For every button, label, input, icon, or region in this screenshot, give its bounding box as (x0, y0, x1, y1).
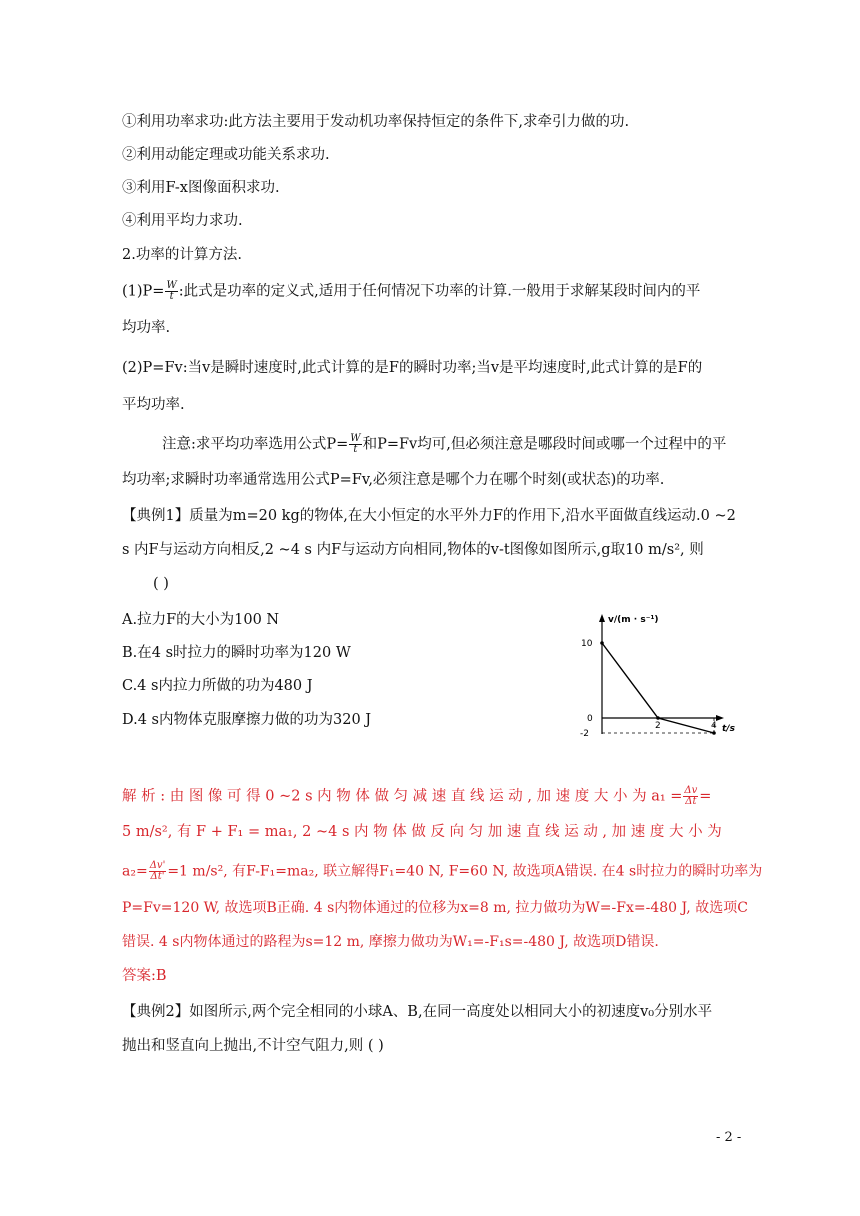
p1-rest: :此式是功率的定义式,适用于任何情况下功率的计算.一般用于求解某段时间内的平 (178, 283, 701, 300)
option-d: D.4 s内物体克服摩擦力做的功为320 J (122, 712, 372, 728)
p2-line2: 平均功率. (122, 397, 185, 413)
note-prefix: 注意:求平均功率选用公式P= (162, 436, 349, 453)
x-tick-2: 2 (655, 721, 661, 731)
velocity-time-graph (572, 606, 742, 750)
example1-line2: s 内F与运动方向相反,2 ~4 s 内F与运动方向相同,物体的v-t图像如图所示,g取10 m/s², 则 (122, 542, 704, 558)
section-2-heading: 2.功率的计算方法. (122, 247, 242, 263)
solution-line4: P=Fv=120 W, 故选项B正确. 4 s内物体通过的位移为x=8 m, 拉力做功为W=-Fx=-480 J, 故选项C (122, 900, 748, 916)
page-number: - 2 - (716, 1130, 742, 1145)
solution-line5: 错误. 4 s内物体通过的路程为s=12 m, 摩擦力做功为W₁=-F₁s=-480 J, 故选项D错误. (122, 934, 659, 950)
data-point-t2 (656, 716, 660, 720)
p1-line2: 均功率. (122, 320, 171, 336)
method-1: ①利用功率求功:此方法主要用于发动机功率保持恒定的条件下,求牵引力做的功. (122, 114, 630, 130)
example1-line3: ( ) (153, 576, 169, 592)
y-axis-arrow (599, 614, 605, 622)
note-rest: 和P=Fv均可,但必须注意是哪段时间或哪一个过程中的平 (362, 436, 727, 453)
p2-line1: (2)P=Fv:当v是瞬时速度时,此式计算的是F的瞬时功率;当v是平均速度时,此式计算的是F的 (122, 360, 703, 376)
solution-line2: 5 m/s², 有 F + F₁ = ma₁, 2 ~4 s 内 物 体 做 反 向 匀 加 速 直 线 运 动 , 加 速 度 大 小 为 (122, 824, 722, 840)
y-tick-neg2: -2 (580, 729, 589, 739)
option-a: A.拉力F的大小为100 N (122, 612, 280, 628)
solution-l3-rest: =1 m/s², 有F-F₁=ma₂, 联立解得F₁=40 N, F=60 N, 故选项A错误. 在4 s时拉力的瞬时功率为 (167, 863, 763, 880)
example2-line2: 抛出和竖直向上抛出,不计空气阻力,则 ( ) (122, 1038, 384, 1054)
p1-prefix: (1)P= (122, 283, 165, 300)
solution-line3 (122, 861, 762, 882)
option-b: B.在4 s时拉力的瞬时功率为120 W (122, 645, 351, 661)
solution-fraction-2: $\frac{\Delta v'}{\Delta t'}$ (149, 860, 166, 882)
option-c: C.4 s内拉力所做的功为480 J (122, 678, 313, 694)
fraction-w-over-t: $\frac{W}{t}$ (166, 280, 177, 302)
y-axis-label: v/(m · s⁻¹) (608, 615, 659, 625)
example1-line1: 【典例1】质量为m=20 kg的物体,在大小恒定的水平外力F的作用下,沿水平面做直线运动.0 ~2 (122, 508, 736, 524)
note-line2: 均功率;求瞬时功率通常选用公式P=Fv,必须注意是哪个力在哪个时刻(或状态)的功率. (122, 472, 665, 488)
y-tick-0: 0 (587, 714, 593, 724)
x-axis-label: t/s (722, 724, 735, 734)
answer: 答案:B (122, 968, 167, 984)
note-fraction: $\frac{W}{t}$ (350, 433, 361, 455)
solution-l3-prefix: a₂= (122, 863, 148, 880)
data-point-t0 (600, 641, 604, 645)
note-line1 (162, 434, 726, 455)
solution-line1 (122, 786, 711, 807)
power-definition-line (122, 281, 700, 302)
x-axis-arrow (716, 715, 724, 721)
x-tick-4: 4 (711, 721, 717, 731)
method-2: ②利用动能定理或功能关系求功. (122, 147, 330, 163)
method-4: ④利用平均力求功. (122, 213, 243, 229)
solution-l1-suffix: = (699, 788, 712, 805)
example2-line1: 【典例2】如图所示,两个完全相同的小球A、B,在同一高度处以相同大小的初速度v₀分别水平 (122, 1004, 713, 1020)
data-point-t4 (712, 731, 716, 735)
solution-fraction-1: $\frac{\Delta v}{\Delta t}$ (684, 785, 698, 807)
y-tick-10: 10 (581, 639, 593, 649)
method-3: ③利用F-x图像面积求功. (122, 180, 280, 196)
solution-l1-prefix: 解 析 : 由 图 像 可 得 0 ~2 s 内 物 体 做 匀 减 速 直 线 运 动 , 加 速 度 大 小 为 a₁ = (122, 788, 683, 805)
